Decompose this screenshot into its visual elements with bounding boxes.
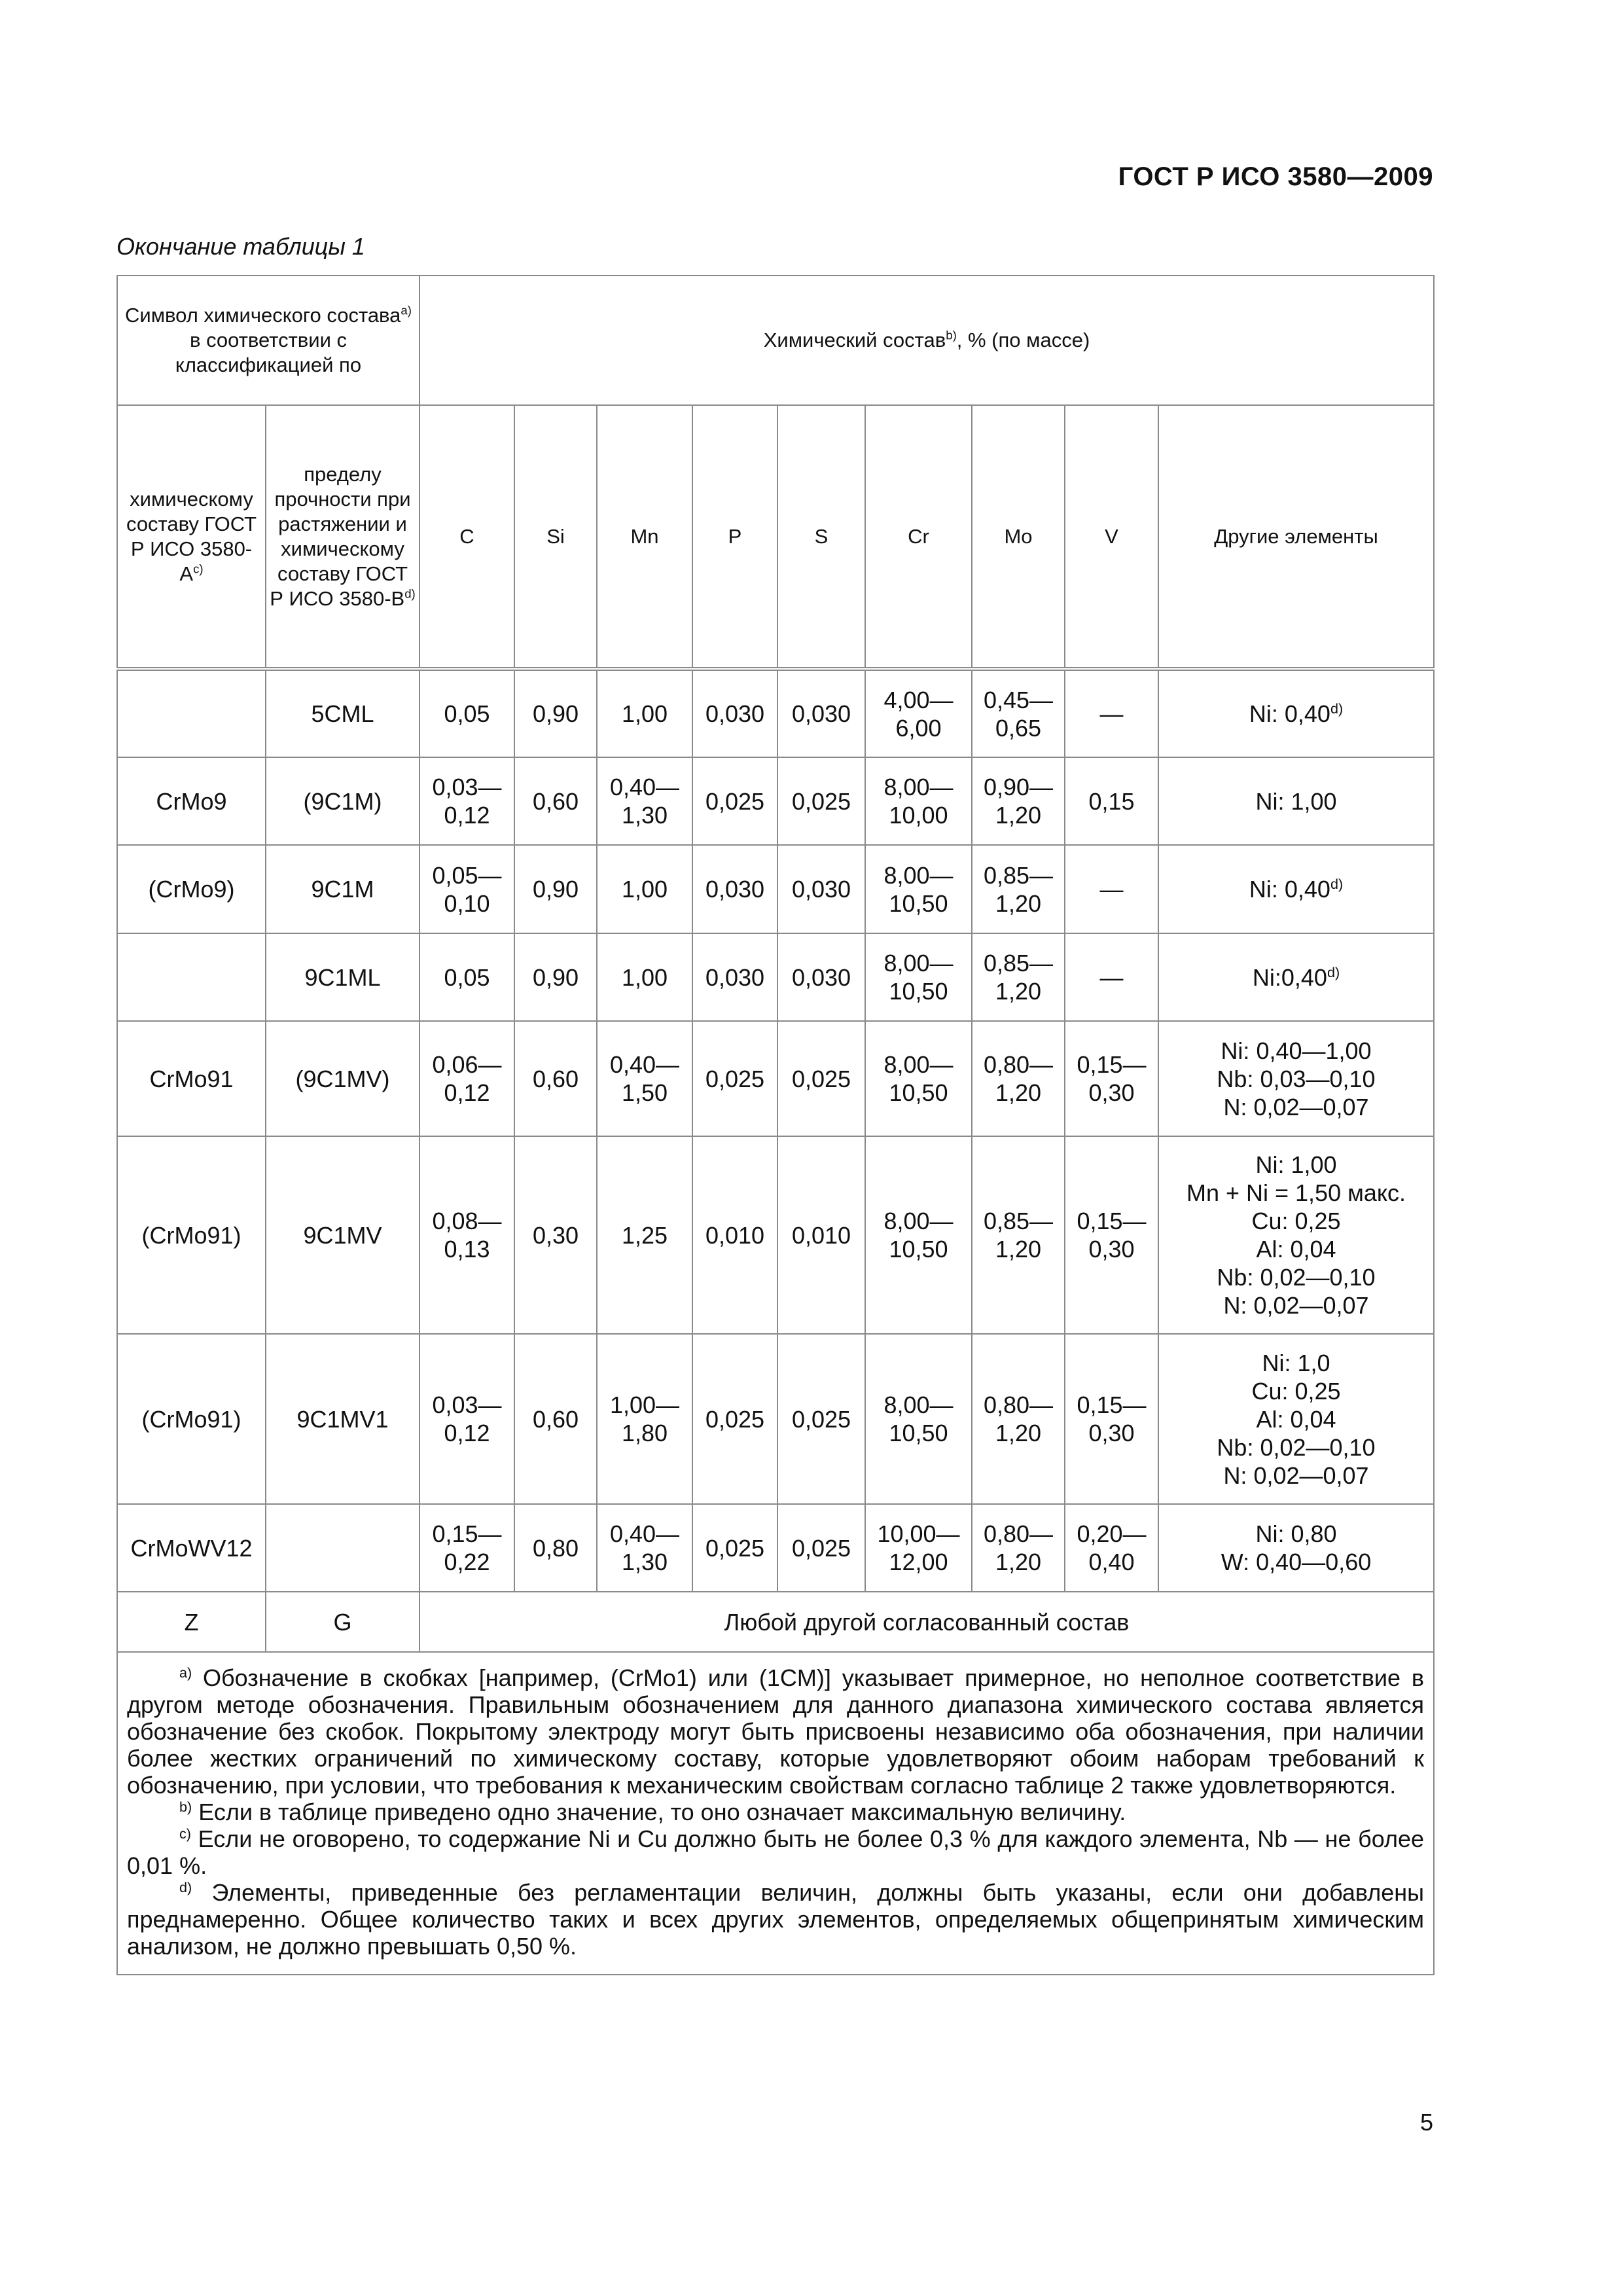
col-header-v: V [1065, 405, 1158, 669]
col-header-c: C [419, 405, 514, 669]
cell-c: 0,15— 0,22 [419, 1504, 514, 1592]
table-row [117, 845, 1434, 933]
cell-p: 0,025 [692, 1021, 777, 1136]
cell-mn: 0,40— 1,30 [597, 1504, 692, 1592]
table-row [117, 1136, 1434, 1334]
cell-mn: 0,40— 1,30 [597, 757, 692, 845]
cell-p: 0,030 [692, 933, 777, 1021]
footnote-b: $^{b)}$ Если в таблице приведено одно значение, то оно означает максимальную величину. [179, 1799, 1126, 1825]
cell-p: 0,030 [692, 845, 777, 933]
cell-a: (CrMo91) [117, 1136, 266, 1334]
cell-mn: 1,00 [597, 845, 692, 933]
header-row-top [117, 276, 1434, 405]
cell-si: 0,30 [514, 1136, 597, 1334]
cell-cr: 8,00— 10,50 [865, 1021, 972, 1136]
cell-a [117, 669, 266, 757]
col-header-p: P [692, 405, 777, 669]
col-header-mn: Mn [597, 405, 692, 669]
footnote-d: $^{d)}$ Элементы, приведенные без регламентации величин, должны быть указаны, если они добавлены преднамеренно. Общее количество таких и всех других элементов, определяемых общепринятым химическим анализом, не должно превышать 0,50 %. [127, 1879, 1425, 1960]
cell-si: 0,90 [514, 669, 597, 757]
cell-c: 0,03— 0,12 [419, 757, 514, 845]
cell-cr: 8,00— 10,50 [865, 1334, 972, 1504]
cell-mn: 1,00— 1,80 [597, 1334, 692, 1504]
cell-c: 0,03— 0,12 [419, 1334, 514, 1504]
cell-other-composition: Любой другой согласованный состав [419, 1592, 1434, 1652]
cell-b: 9C1M [266, 845, 419, 933]
cell-mo: 0,80— 1,20 [972, 1021, 1065, 1136]
cell-p: 0,030 [692, 669, 777, 757]
cell-cr: 10,00— 12,00 [865, 1504, 972, 1592]
cell-b [266, 1504, 419, 1592]
table-row [117, 757, 1434, 845]
col-header-mo: Mo [972, 405, 1065, 669]
cell-si: 0,60 [514, 1334, 597, 1504]
table-row-other [117, 1592, 1434, 1652]
cell-other: Ni: 0,80 W: 0,40—0,60 [1158, 1504, 1434, 1592]
cell-other: Ni: 1,0 Cu: 0,25 Al: 0,04 Nb: 0,02—0,10 N: 0,02—0,07 [1158, 1334, 1434, 1504]
cell-v: 0,15— 0,30 [1065, 1136, 1158, 1334]
cell-b: (9C1M) [266, 757, 419, 845]
table-row [117, 1334, 1434, 1504]
cell-s: 0,025 [777, 1021, 865, 1136]
cell-mn: 1,25 [597, 1136, 692, 1334]
cell-mo: 0,80— 1,20 [972, 1504, 1065, 1592]
cell-cr: 8,00— 10,50 [865, 1136, 972, 1334]
col-header-iso-a: химическому составу ГОСТ Р ИСО $3580-А^{c)}$ [117, 405, 266, 669]
table-row [117, 1021, 1434, 1136]
cell-v: — [1065, 933, 1158, 1021]
col-header-si: Si [514, 405, 597, 669]
cell-a: CrMoWV12 [117, 1504, 266, 1592]
cell-p: 0,010 [692, 1136, 777, 1334]
notes-row [117, 1652, 1434, 1975]
composition-group-header: Химический состав$^{b)}$, % (по массе) [419, 276, 1434, 405]
col-header-iso-b: пределу прочности при растяжении и химическому составу ГОСТ Р ИСО $3580-В^{d)}$ [266, 405, 419, 669]
cell-c: 0,05— 0,10 [419, 845, 514, 933]
cell-other: Ni: 0,40—1,00 Nb: 0,03—0,10 N: 0,02—0,07 [1158, 1021, 1434, 1136]
cell-other: Ni:0,40$^{d)}$ [1158, 933, 1434, 1021]
symbol-group-header: Символ химического состава$^{a)}$ в соответствии с классификацией по [117, 276, 419, 405]
cell-si: 0,60 [514, 757, 597, 845]
cell-v: 0,15 [1065, 757, 1158, 845]
cell-cr: 8,00— 10,50 [865, 933, 972, 1021]
cell-mn: 1,00 [597, 669, 692, 757]
cell-iso-a: Z [117, 1592, 266, 1652]
cell-si: 0,90 [514, 845, 597, 933]
cell-v: — [1065, 669, 1158, 757]
cell-other: Ni: 1,00 [1158, 757, 1434, 845]
cell-mn: 1,00 [597, 933, 692, 1021]
cell-s: 0,030 [777, 845, 865, 933]
table-caption: Окончание таблицы 1 [116, 233, 365, 260]
cell-c: 0,05 [419, 669, 514, 757]
cell-c: 0,08— 0,13 [419, 1136, 514, 1334]
cell-v: — [1065, 845, 1158, 933]
footnote-c: $^{c)}$ Если не оговорено, то содержание Ni и Cu должно быть не более 0,3 % для каждого элемента, Nb — не более 0,01 %. [127, 1825, 1425, 1879]
cell-a [117, 933, 266, 1021]
cell-c: 0,05 [419, 933, 514, 1021]
cell-cr: 4,00— 6,00 [865, 669, 972, 757]
cell-s: 0,025 [777, 1334, 865, 1504]
cell-mo: 0,80— 1,20 [972, 1334, 1065, 1504]
cell-a: CrMo91 [117, 1021, 266, 1136]
cell-cr: 8,00— 10,50 [865, 845, 972, 933]
table-row [117, 1504, 1434, 1592]
cell-mo: 0,90— 1,20 [972, 757, 1065, 845]
page-number: 5 [1419, 2109, 1433, 2136]
col-header-cr: Cr [865, 405, 972, 669]
cell-other: Ni: 1,00 Mn + Ni = 1,50 макс. Cu: 0,25 Al: 0,04 Nb: 0,02—0,10 N: 0,02—0,07 [1158, 1136, 1434, 1334]
cell-p: 0,025 [692, 757, 777, 845]
col-header-other: Другие элементы [1158, 405, 1434, 669]
cell-s: 0,030 [777, 933, 865, 1021]
cell-s: 0,025 [777, 1504, 865, 1592]
composition-table [116, 275, 1435, 1975]
cell-b: 9C1MV [266, 1136, 419, 1334]
cell-other: Ni: 0,40$^{d)}$ [1158, 669, 1434, 757]
cell-iso-b: G [266, 1592, 419, 1652]
cell-si: 0,60 [514, 1021, 597, 1136]
cell-si: 0,90 [514, 933, 597, 1021]
cell-c: 0,06— 0,12 [419, 1021, 514, 1136]
cell-p: 0,025 [692, 1334, 777, 1504]
cell-other: Ni: 0,40$^{d)}$ [1158, 845, 1434, 933]
cell-a: (CrMo9) [117, 845, 266, 933]
cell-mo: 0,85— 1,20 [972, 933, 1065, 1021]
cell-s: 0,025 [777, 757, 865, 845]
cell-mo: 0,85— 1,20 [972, 1136, 1065, 1334]
cell-b: 9C1MV1 [266, 1334, 419, 1504]
cell-a: CrMo9 [117, 757, 266, 845]
cell-mo: 0,85— 1,20 [972, 845, 1065, 933]
cell-mo: 0,45— 0,65 [972, 669, 1065, 757]
cell-b: 5CML [266, 669, 419, 757]
table-notes [117, 1652, 1434, 1975]
header-row-columns [117, 405, 1434, 669]
cell-v: 0,20— 0,40 [1065, 1504, 1158, 1592]
table-row [117, 933, 1434, 1021]
cell-p: 0,025 [692, 1504, 777, 1592]
cell-a: (CrMo91) [117, 1334, 266, 1504]
cell-si: 0,80 [514, 1504, 597, 1592]
document-title: ГОСТ Р ИСО 3580—2009 [1118, 162, 1433, 191]
cell-v: 0,15— 0,30 [1065, 1334, 1158, 1504]
cell-cr: 8,00— 10,00 [865, 757, 972, 845]
cell-b: (9C1MV) [266, 1021, 419, 1136]
cell-s: 0,030 [777, 669, 865, 757]
footnote-a: $^{a)}$ Обозначение в скобках [например, (CrMo1) или (1CM)] указывает примерное, но неполное соответствие в другом методе обозначения. Правильным обозначением для данного диапазона химического состава является обозначение без скобок. Покрытому электроду могут быть присвоены независимо оба обозначения, при наличии более жестких ограничений по химическому составу, которые удовлетворяют обоим наборам требований к обозначению, при условии, что требования к механическим свойствам согласно таблице 2 также удовлетворяются. [127, 1664, 1425, 1799]
cell-b: 9C1ML [266, 933, 419, 1021]
col-header-s: S [777, 405, 865, 669]
cell-v: 0,15— 0,30 [1065, 1021, 1158, 1136]
table-row [117, 669, 1434, 757]
cell-mn: 0,40— 1,50 [597, 1021, 692, 1136]
cell-s: 0,010 [777, 1136, 865, 1334]
